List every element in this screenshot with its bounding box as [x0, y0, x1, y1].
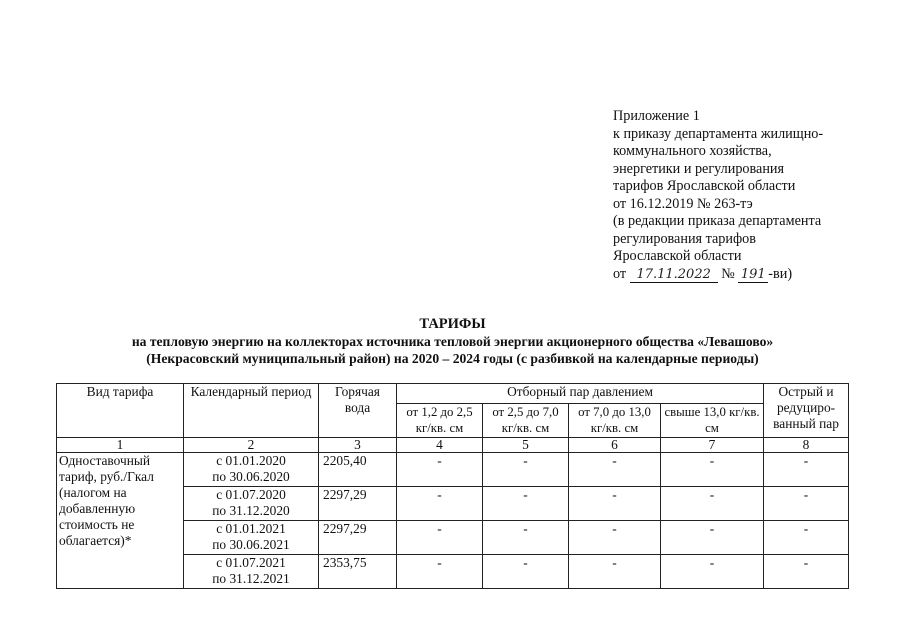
- period-to: по 30.06.2021: [212, 537, 290, 552]
- header-kind: Вид тарифа: [57, 384, 184, 438]
- value-cell: -: [764, 453, 849, 487]
- col-number: 3: [319, 438, 397, 453]
- header-steam-3: от 7,0 до 13,0 кг/кв. см: [569, 404, 661, 438]
- appendix-line: Ярославской области: [613, 248, 742, 264]
- value-cell: -: [397, 521, 483, 555]
- order-suffix: -ви): [768, 265, 793, 282]
- header-steam-1: от 1,2 до 2,5 кг/кв. см: [397, 404, 483, 438]
- appendix-line: регулирования тарифов: [613, 230, 756, 247]
- period-to: по 30.06.2020: [212, 469, 290, 484]
- order-prefix: от: [613, 265, 627, 282]
- period-cell: [184, 555, 319, 589]
- col-number: 4: [397, 438, 483, 453]
- hot-water-value: 2353,75: [319, 555, 397, 589]
- period-from: с 01.01.2020: [216, 453, 286, 468]
- value-cell: -: [661, 487, 764, 521]
- value-cell: -: [569, 521, 661, 555]
- title-heading: ТАРИФЫ: [419, 316, 486, 332]
- column-number-row: [57, 438, 849, 453]
- period-to: по 31.12.2021: [212, 571, 290, 586]
- header-hot-water: Горячая вода: [319, 384, 397, 438]
- period-from: с 01.07.2020: [216, 487, 286, 502]
- title-subheading-2: (Некрасовский муниципальный район) на 2020 – 2024 годы (с разбивкой на календарные периоды): [146, 351, 759, 366]
- appendix-line: энергетики и регулирования: [613, 160, 785, 177]
- header-period: Календарный период: [184, 384, 319, 438]
- handwritten-date: 17.11.2022: [630, 268, 718, 283]
- col-number: 7: [661, 438, 764, 453]
- value-cell: -: [483, 521, 569, 555]
- tariffs-table: [56, 383, 849, 589]
- col-number: 1: [57, 438, 184, 453]
- appendix-line: к приказу департамента жилищно-: [613, 125, 824, 142]
- period-from: с 01.01.2021: [216, 521, 286, 536]
- value-cell: -: [397, 555, 483, 589]
- table-row: [57, 453, 849, 487]
- value-cell: -: [483, 555, 569, 589]
- value-cell: -: [569, 487, 661, 521]
- period-cell: [184, 521, 319, 555]
- period-cell: [184, 453, 319, 487]
- value-cell: -: [397, 487, 483, 521]
- header-steam-group: Отборный пар давлением: [397, 384, 764, 404]
- value-cell: -: [569, 453, 661, 487]
- title-subheading-1: на тепловую энергию на коллекторах источника тепловой энергии акционерного общества «Левашово»: [131, 334, 774, 349]
- value-cell: -: [661, 453, 764, 487]
- document-title: [50, 316, 855, 367]
- value-cell: -: [661, 521, 764, 555]
- col-number: 6: [569, 438, 661, 453]
- appendix-line: тарифов Ярославской области: [613, 178, 796, 194]
- period-from: с 01.07.2021: [216, 555, 286, 570]
- value-cell: -: [569, 555, 661, 589]
- value-cell: -: [764, 487, 849, 521]
- value-cell: -: [661, 555, 764, 589]
- hot-water-value: 2205,40: [319, 453, 397, 487]
- appendix-order-line: [613, 266, 873, 284]
- value-cell: -: [483, 453, 569, 487]
- value-cell: -: [764, 521, 849, 555]
- number-sign: №: [721, 265, 735, 282]
- appendix-line: от 16.12.2019 № 263-тэ: [613, 195, 753, 212]
- handwritten-number: 191: [738, 268, 768, 283]
- hot-water-value: 2297,29: [319, 487, 397, 521]
- appendix-line: (в редакции приказа департамента: [613, 213, 822, 229]
- value-cell: -: [483, 487, 569, 521]
- col-number: 8: [764, 438, 849, 453]
- appendix-line: коммунального хозяйства,: [613, 143, 772, 159]
- header-sharp-steam: Острый и редуциро-ванный пар: [764, 384, 849, 438]
- header-steam-2: от 2,5 до 7,0 кг/кв. см: [483, 404, 569, 438]
- tariff-kind-cell: Одноставочный тариф, руб./Гкал (налогом на добавленную стоимость не облагается)*: [57, 453, 184, 589]
- header-steam-4: свыше 13,0 кг/кв. см: [661, 404, 764, 438]
- col-number: 2: [184, 438, 319, 453]
- appendix-block: [613, 108, 873, 283]
- period-to: по 31.12.2020: [212, 503, 290, 518]
- appendix-line: Приложение 1: [613, 108, 700, 124]
- col-number: 5: [483, 438, 569, 453]
- value-cell: -: [764, 555, 849, 589]
- period-cell: [184, 487, 319, 521]
- hot-water-value: 2297,29: [319, 521, 397, 555]
- value-cell: -: [397, 453, 483, 487]
